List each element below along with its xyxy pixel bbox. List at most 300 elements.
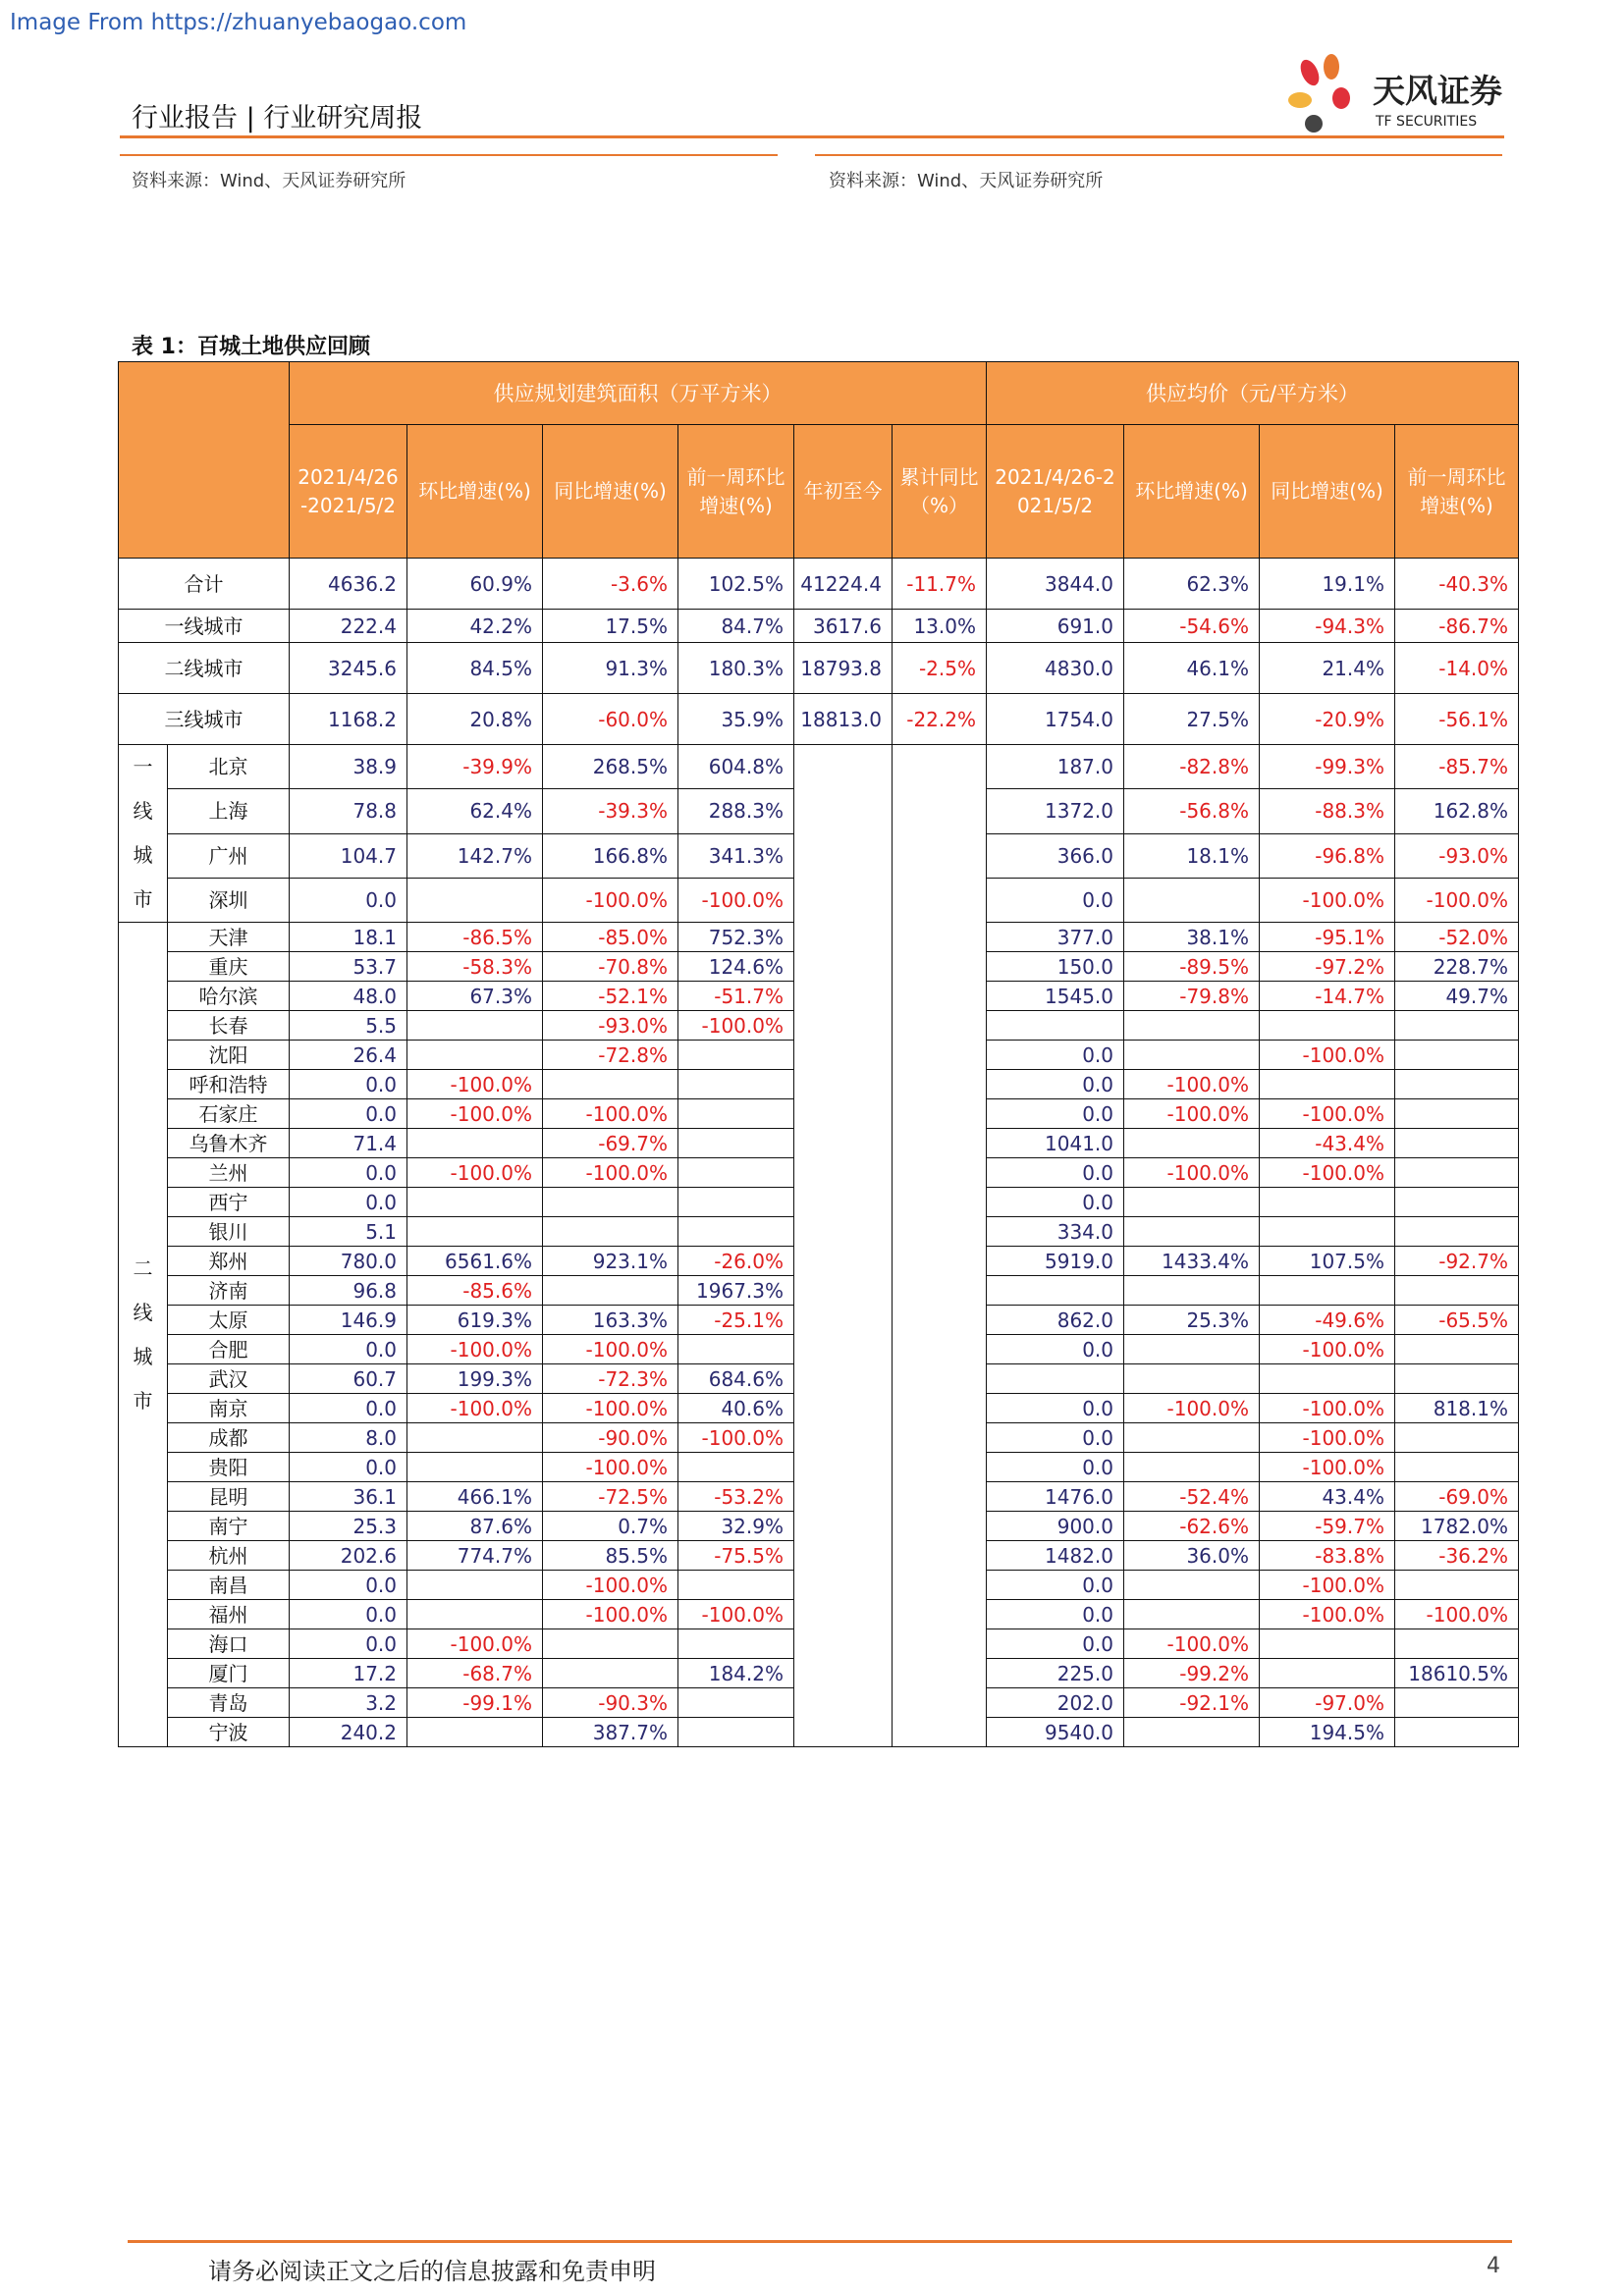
data-cell: 0.0	[290, 1453, 407, 1482]
data-cell: -52.4%	[1124, 1482, 1260, 1512]
data-cell: -68.7%	[407, 1659, 543, 1688]
data-cell: -100.0%	[407, 1629, 543, 1659]
data-cell	[794, 982, 893, 1011]
data-cell: -99.2%	[1124, 1659, 1260, 1688]
data-cell: -72.3%	[543, 1364, 678, 1394]
table-column-header-row	[119, 425, 1519, 559]
data-cell: 40.6%	[678, 1394, 794, 1423]
tier-group-label	[119, 923, 168, 1747]
data-cell: 0.7%	[543, 1512, 678, 1541]
data-cell: -52.1%	[543, 982, 678, 1011]
data-cell: 84.5%	[407, 643, 543, 694]
tier2-city-row	[119, 1394, 1519, 1423]
data-cell: 17.5%	[543, 610, 678, 643]
data-cell	[794, 789, 893, 833]
city-name: 宁波	[168, 1718, 290, 1747]
data-cell	[893, 745, 987, 789]
data-cell: -14.7%	[1260, 982, 1395, 1011]
page-number: 4	[1487, 2254, 1500, 2278]
data-cell: 18793.8	[794, 643, 893, 694]
watermark-text: Image From https://zhuanyebaogao.com	[10, 10, 467, 35]
data-cell: 38.9	[290, 745, 407, 789]
data-cell	[893, 1688, 987, 1718]
data-cell: 202.6	[290, 1541, 407, 1571]
city-name: 乌鲁木齐	[168, 1129, 290, 1158]
data-cell: 162.8%	[1395, 789, 1519, 833]
tier1-city-row	[119, 789, 1519, 833]
data-cell: -93.0%	[543, 1011, 678, 1041]
data-cell	[407, 1718, 543, 1747]
data-cell: -100.0%	[407, 1394, 543, 1423]
data-cell	[1260, 1011, 1395, 1041]
data-cell: -100.0%	[678, 1600, 794, 1629]
data-cell: 1545.0	[987, 982, 1124, 1011]
data-cell: -40.3%	[1395, 559, 1519, 610]
data-cell: -65.5%	[1395, 1306, 1519, 1335]
data-cell	[794, 1688, 893, 1718]
data-cell: 752.3%	[678, 923, 794, 952]
data-cell	[794, 1453, 893, 1482]
tier-group-char: 线	[133, 799, 153, 823]
data-cell	[1395, 1571, 1519, 1600]
data-cell: 774.7%	[407, 1541, 543, 1571]
tier2-city-row	[119, 1011, 1519, 1041]
data-cell	[678, 1217, 794, 1247]
data-cell: 0.0	[987, 1041, 1124, 1070]
data-cell: -56.8%	[1124, 789, 1260, 833]
data-cell: -89.5%	[1124, 952, 1260, 982]
data-cell	[543, 1217, 678, 1247]
page-header-title: 行业报告 | 行业研究周报	[132, 103, 423, 133]
data-cell	[794, 952, 893, 982]
data-cell: 184.2%	[678, 1659, 794, 1688]
data-cell: -100.0%	[1260, 1335, 1395, 1364]
tier2-city-row	[119, 1335, 1519, 1364]
data-cell: -100.0%	[1260, 878, 1395, 922]
data-cell: 71.4	[290, 1129, 407, 1158]
data-cell: 3844.0	[987, 559, 1124, 610]
data-cell: 288.3%	[678, 789, 794, 833]
data-cell: 0.0	[987, 1158, 1124, 1188]
data-cell	[678, 1099, 794, 1129]
data-cell: 3617.6	[794, 610, 893, 643]
tier-group-char: 城	[133, 1344, 153, 1368]
data-cell: 3.2	[290, 1688, 407, 1718]
tier2-city-row	[119, 1718, 1519, 1747]
data-cell: -69.7%	[543, 1129, 678, 1158]
data-cell: -90.0%	[543, 1423, 678, 1453]
data-cell: 202.0	[987, 1688, 1124, 1718]
data-cell	[1124, 1718, 1260, 1747]
data-cell	[1124, 1041, 1260, 1070]
data-cell	[407, 1041, 543, 1070]
data-cell: 87.6%	[407, 1512, 543, 1541]
city-name: 太原	[168, 1306, 290, 1335]
data-cell	[893, 789, 987, 833]
data-cell	[987, 1011, 1124, 1041]
column-header: 累计同比（%）	[893, 425, 987, 559]
data-cell: 0.0	[987, 1070, 1124, 1099]
data-cell	[543, 1629, 678, 1659]
data-cell: -53.2%	[678, 1482, 794, 1512]
data-cell	[987, 1364, 1124, 1394]
city-name: 济南	[168, 1276, 290, 1306]
city-name: 海口	[168, 1629, 290, 1659]
table-group-header-row	[119, 362, 1519, 425]
data-cell: -85.7%	[1395, 745, 1519, 789]
city-name: 青岛	[168, 1688, 290, 1718]
city-name: 南京	[168, 1394, 290, 1423]
data-cell: -100.0%	[1395, 1600, 1519, 1629]
data-cell	[1124, 1011, 1260, 1041]
source-divider-right	[815, 154, 1502, 156]
data-cell: -20.9%	[1260, 694, 1395, 745]
data-cell	[893, 1512, 987, 1541]
data-cell: 43.4%	[1260, 1482, 1395, 1512]
data-cell	[893, 878, 987, 922]
city-name: 石家庄	[168, 1099, 290, 1129]
data-cell	[893, 952, 987, 982]
data-cell: -56.1%	[1395, 694, 1519, 745]
data-cell	[893, 1629, 987, 1659]
column-header: 环比增速(%)	[407, 425, 543, 559]
data-cell: -100.0%	[543, 1099, 678, 1129]
data-cell	[1395, 1217, 1519, 1247]
data-cell	[1260, 1276, 1395, 1306]
data-cell: -69.0%	[1395, 1482, 1519, 1512]
city-name: 合肥	[168, 1335, 290, 1364]
data-cell: -43.4%	[1260, 1129, 1395, 1158]
data-cell	[794, 1129, 893, 1158]
data-cell: -94.3%	[1260, 610, 1395, 643]
data-cell	[1395, 1276, 1519, 1306]
data-cell: -85.0%	[543, 923, 678, 952]
data-cell	[1395, 1070, 1519, 1099]
data-cell: 13.0%	[893, 610, 987, 643]
data-cell: -100.0%	[1260, 1099, 1395, 1129]
data-cell: -100.0%	[678, 1011, 794, 1041]
tier-group-char: 市	[133, 1388, 153, 1413]
data-cell	[893, 1041, 987, 1070]
data-cell	[1395, 1158, 1519, 1188]
data-cell	[893, 1600, 987, 1629]
tier-group-char: 二	[133, 1255, 153, 1280]
data-cell	[1395, 1129, 1519, 1158]
data-cell: -100.0%	[1260, 1571, 1395, 1600]
data-cell: 818.1%	[1395, 1394, 1519, 1423]
tier2-city-row	[119, 1070, 1519, 1099]
tier2-city-row	[119, 1482, 1519, 1512]
data-cell	[678, 1453, 794, 1482]
data-cell: -2.5%	[893, 643, 987, 694]
tier-group-char: 一	[133, 755, 153, 778]
data-cell: 199.3%	[407, 1364, 543, 1394]
data-cell	[1124, 1129, 1260, 1158]
data-cell: 27.5%	[1124, 694, 1260, 745]
tier-group-char: 城	[133, 843, 153, 867]
data-cell: 1782.0%	[1395, 1512, 1519, 1541]
data-cell	[893, 1188, 987, 1217]
logo-cn-text: 天风证券	[1373, 72, 1502, 110]
data-cell: -54.6%	[1124, 610, 1260, 643]
data-cell: 1482.0	[987, 1541, 1124, 1571]
data-cell	[893, 833, 987, 878]
city-name: 昆明	[168, 1482, 290, 1512]
data-cell: -100.0%	[543, 1600, 678, 1629]
data-cell	[893, 1276, 987, 1306]
data-cell	[794, 1276, 893, 1306]
data-cell: 5.1	[290, 1217, 407, 1247]
column-header: 同比增速(%)	[543, 425, 678, 559]
data-cell	[1124, 1453, 1260, 1482]
data-cell	[678, 1629, 794, 1659]
data-cell	[893, 982, 987, 1011]
data-cell: -100.0%	[1124, 1158, 1260, 1188]
data-cell: 691.0	[987, 610, 1124, 643]
data-cell: 0.0	[290, 1335, 407, 1364]
data-cell: 619.3%	[407, 1306, 543, 1335]
data-cell: -49.6%	[1260, 1306, 1395, 1335]
data-cell: 166.8%	[543, 833, 678, 878]
data-cell: 38.1%	[1124, 923, 1260, 952]
data-cell: -83.8%	[1260, 1541, 1395, 1571]
data-cell: -100.0%	[678, 878, 794, 922]
summary-row	[119, 643, 1519, 694]
data-cell	[893, 1453, 987, 1482]
data-cell: -82.8%	[1124, 745, 1260, 789]
data-cell: 6561.6%	[407, 1247, 543, 1276]
data-cell	[543, 1659, 678, 1688]
column-header: 前一周环比增速(%)	[1395, 425, 1519, 559]
data-cell: -88.3%	[1260, 789, 1395, 833]
tier2-city-row	[119, 1306, 1519, 1335]
city-name: 武汉	[168, 1364, 290, 1394]
source-divider-left	[120, 154, 778, 156]
footer-divider	[128, 2240, 1512, 2243]
data-cell: 67.3%	[407, 982, 543, 1011]
data-cell: 4636.2	[290, 559, 407, 610]
data-cell	[893, 1482, 987, 1512]
data-cell	[1395, 1718, 1519, 1747]
column-header: 前一周环比增速(%)	[678, 425, 794, 559]
logo-en-text: TF SECURITIES	[1376, 114, 1478, 130]
data-cell	[794, 1158, 893, 1188]
data-cell	[1260, 1217, 1395, 1247]
column-header: 2021/4/26-2021/5/2	[987, 425, 1124, 559]
data-cell: -95.1%	[1260, 923, 1395, 952]
data-cell	[1395, 1423, 1519, 1453]
data-cell: 9540.0	[987, 1718, 1124, 1747]
tier2-city-row	[119, 1659, 1519, 1688]
data-cell	[794, 1659, 893, 1688]
tier-group-label	[119, 745, 168, 923]
city-name: 深圳	[168, 878, 290, 922]
data-cell: 18.1%	[1124, 833, 1260, 878]
data-cell	[407, 1129, 543, 1158]
data-cell	[407, 878, 543, 922]
data-cell: 124.6%	[678, 952, 794, 982]
tier2-city-row	[119, 982, 1519, 1011]
data-cell	[678, 1070, 794, 1099]
tier2-city-row	[119, 1364, 1519, 1394]
source-note-left: 资料来源：Wind、天风证券研究所	[132, 171, 406, 191]
data-cell	[893, 1394, 987, 1423]
data-cell: 46.1%	[1124, 643, 1260, 694]
data-cell: -92.1%	[1124, 1688, 1260, 1718]
data-cell	[794, 1188, 893, 1217]
data-cell: 25.3%	[1124, 1306, 1260, 1335]
footer-disclaimer: 请务必阅读正文之后的信息披露和免责申明	[208, 2258, 656, 2285]
data-cell: -3.6%	[543, 559, 678, 610]
data-cell: 0.0	[987, 1600, 1124, 1629]
data-cell: 0.0	[987, 1453, 1124, 1482]
tier1-city-row	[119, 878, 1519, 922]
area-group-header: 供应规划建筑面积（万平方米）	[290, 362, 987, 425]
data-cell: -100.0%	[1124, 1629, 1260, 1659]
data-cell: -79.8%	[1124, 982, 1260, 1011]
data-cell: -100.0%	[1124, 1070, 1260, 1099]
data-cell	[794, 1335, 893, 1364]
data-cell: 780.0	[290, 1247, 407, 1276]
data-cell	[1395, 1041, 1519, 1070]
data-cell	[794, 1364, 893, 1394]
data-cell	[678, 1571, 794, 1600]
data-cell: -100.0%	[1260, 1453, 1395, 1482]
data-cell: 0.0	[290, 878, 407, 922]
data-cell: 62.3%	[1124, 559, 1260, 610]
data-cell: -72.8%	[543, 1041, 678, 1070]
data-cell	[794, 1423, 893, 1453]
tier2-city-row	[119, 1276, 1519, 1306]
data-cell: -14.0%	[1395, 643, 1519, 694]
data-cell	[678, 1335, 794, 1364]
data-cell	[893, 1099, 987, 1129]
city-name: 南宁	[168, 1512, 290, 1541]
data-cell: 4830.0	[987, 643, 1124, 694]
tier2-city-row	[119, 1571, 1519, 1600]
data-cell	[893, 1571, 987, 1600]
data-cell	[407, 1571, 543, 1600]
data-cell: -100.0%	[1395, 878, 1519, 922]
data-cell: 60.7	[290, 1364, 407, 1394]
column-header: 2021/4/26-2021/5/2	[290, 425, 407, 559]
data-cell: -39.3%	[543, 789, 678, 833]
data-cell	[1260, 1070, 1395, 1099]
data-cell: 21.4%	[1260, 643, 1395, 694]
data-cell: 20.8%	[407, 694, 543, 745]
city-name: 广州	[168, 833, 290, 878]
data-cell	[794, 923, 893, 952]
summary-label: 二线城市	[119, 643, 290, 694]
column-header: 同比增速(%)	[1260, 425, 1395, 559]
tier2-city-row	[119, 1688, 1519, 1718]
data-cell: 0.0	[290, 1394, 407, 1423]
data-cell	[794, 1394, 893, 1423]
data-cell: -58.3%	[407, 952, 543, 982]
summary-label: 一线城市	[119, 610, 290, 643]
data-cell: 49.7%	[1395, 982, 1519, 1011]
city-name: 成都	[168, 1423, 290, 1453]
data-cell: 466.1%	[407, 1482, 543, 1512]
city-name: 南昌	[168, 1571, 290, 1600]
summary-row	[119, 694, 1519, 745]
data-cell: 60.9%	[407, 559, 543, 610]
city-name: 厦门	[168, 1659, 290, 1688]
data-cell: -100.0%	[1260, 1600, 1395, 1629]
tier2-city-row	[119, 1158, 1519, 1188]
data-cell	[794, 1070, 893, 1099]
data-cell: 0.0	[987, 1394, 1124, 1423]
data-cell	[893, 1158, 987, 1188]
data-cell	[407, 1453, 543, 1482]
data-cell: 0.0	[290, 1158, 407, 1188]
data-cell: 36.1	[290, 1482, 407, 1512]
data-cell	[794, 1541, 893, 1571]
table-title: 表 1：百城土地供应回顾	[132, 335, 370, 359]
data-cell: 146.9	[290, 1306, 407, 1335]
tier-group-char: 线	[133, 1300, 153, 1324]
tier2-city-row	[119, 923, 1519, 952]
tier1-city-row	[119, 745, 1519, 789]
data-cell: 0.0	[987, 1423, 1124, 1453]
data-cell: -72.5%	[543, 1482, 678, 1512]
data-cell: -100.0%	[407, 1335, 543, 1364]
data-cell: 0.0	[987, 1099, 1124, 1129]
data-cell: 19.1%	[1260, 559, 1395, 610]
city-name: 哈尔滨	[168, 982, 290, 1011]
data-cell: 25.3	[290, 1512, 407, 1541]
city-name: 重庆	[168, 952, 290, 982]
data-cell	[1260, 1629, 1395, 1659]
city-name: 银川	[168, 1217, 290, 1247]
data-cell: -97.0%	[1260, 1688, 1395, 1718]
data-cell	[794, 1217, 893, 1247]
data-cell: 366.0	[987, 833, 1124, 878]
data-cell: 107.5%	[1260, 1247, 1395, 1276]
tier2-city-row	[119, 1629, 1519, 1659]
data-cell: 96.8	[290, 1276, 407, 1306]
data-cell	[407, 1011, 543, 1041]
data-cell: 0.0	[290, 1571, 407, 1600]
data-cell: 163.3%	[543, 1306, 678, 1335]
data-cell: -93.0%	[1395, 833, 1519, 878]
data-cell	[893, 1011, 987, 1041]
data-cell: -100.0%	[543, 1394, 678, 1423]
tier2-city-row	[119, 1541, 1519, 1571]
data-cell: -100.0%	[407, 1070, 543, 1099]
data-cell	[678, 1158, 794, 1188]
data-cell	[893, 1423, 987, 1453]
data-cell	[794, 1600, 893, 1629]
price-group-header: 供应均价（元/平方米）	[987, 362, 1519, 425]
summary-row	[119, 559, 1519, 610]
data-cell	[1124, 1335, 1260, 1364]
data-cell: -36.2%	[1395, 1541, 1519, 1571]
data-cell: -100.0%	[1260, 1423, 1395, 1453]
data-cell: -60.0%	[543, 694, 678, 745]
data-cell: 377.0	[987, 923, 1124, 952]
data-cell	[407, 1188, 543, 1217]
tier2-city-row	[119, 1247, 1519, 1276]
data-cell: 684.6%	[678, 1364, 794, 1394]
tier2-city-row	[119, 1600, 1519, 1629]
data-cell: 1476.0	[987, 1482, 1124, 1512]
data-cell	[1395, 1629, 1519, 1659]
data-cell: 91.3%	[543, 643, 678, 694]
data-cell: 18610.5%	[1395, 1659, 1519, 1688]
data-cell: 5.5	[290, 1011, 407, 1041]
data-cell	[678, 1688, 794, 1718]
